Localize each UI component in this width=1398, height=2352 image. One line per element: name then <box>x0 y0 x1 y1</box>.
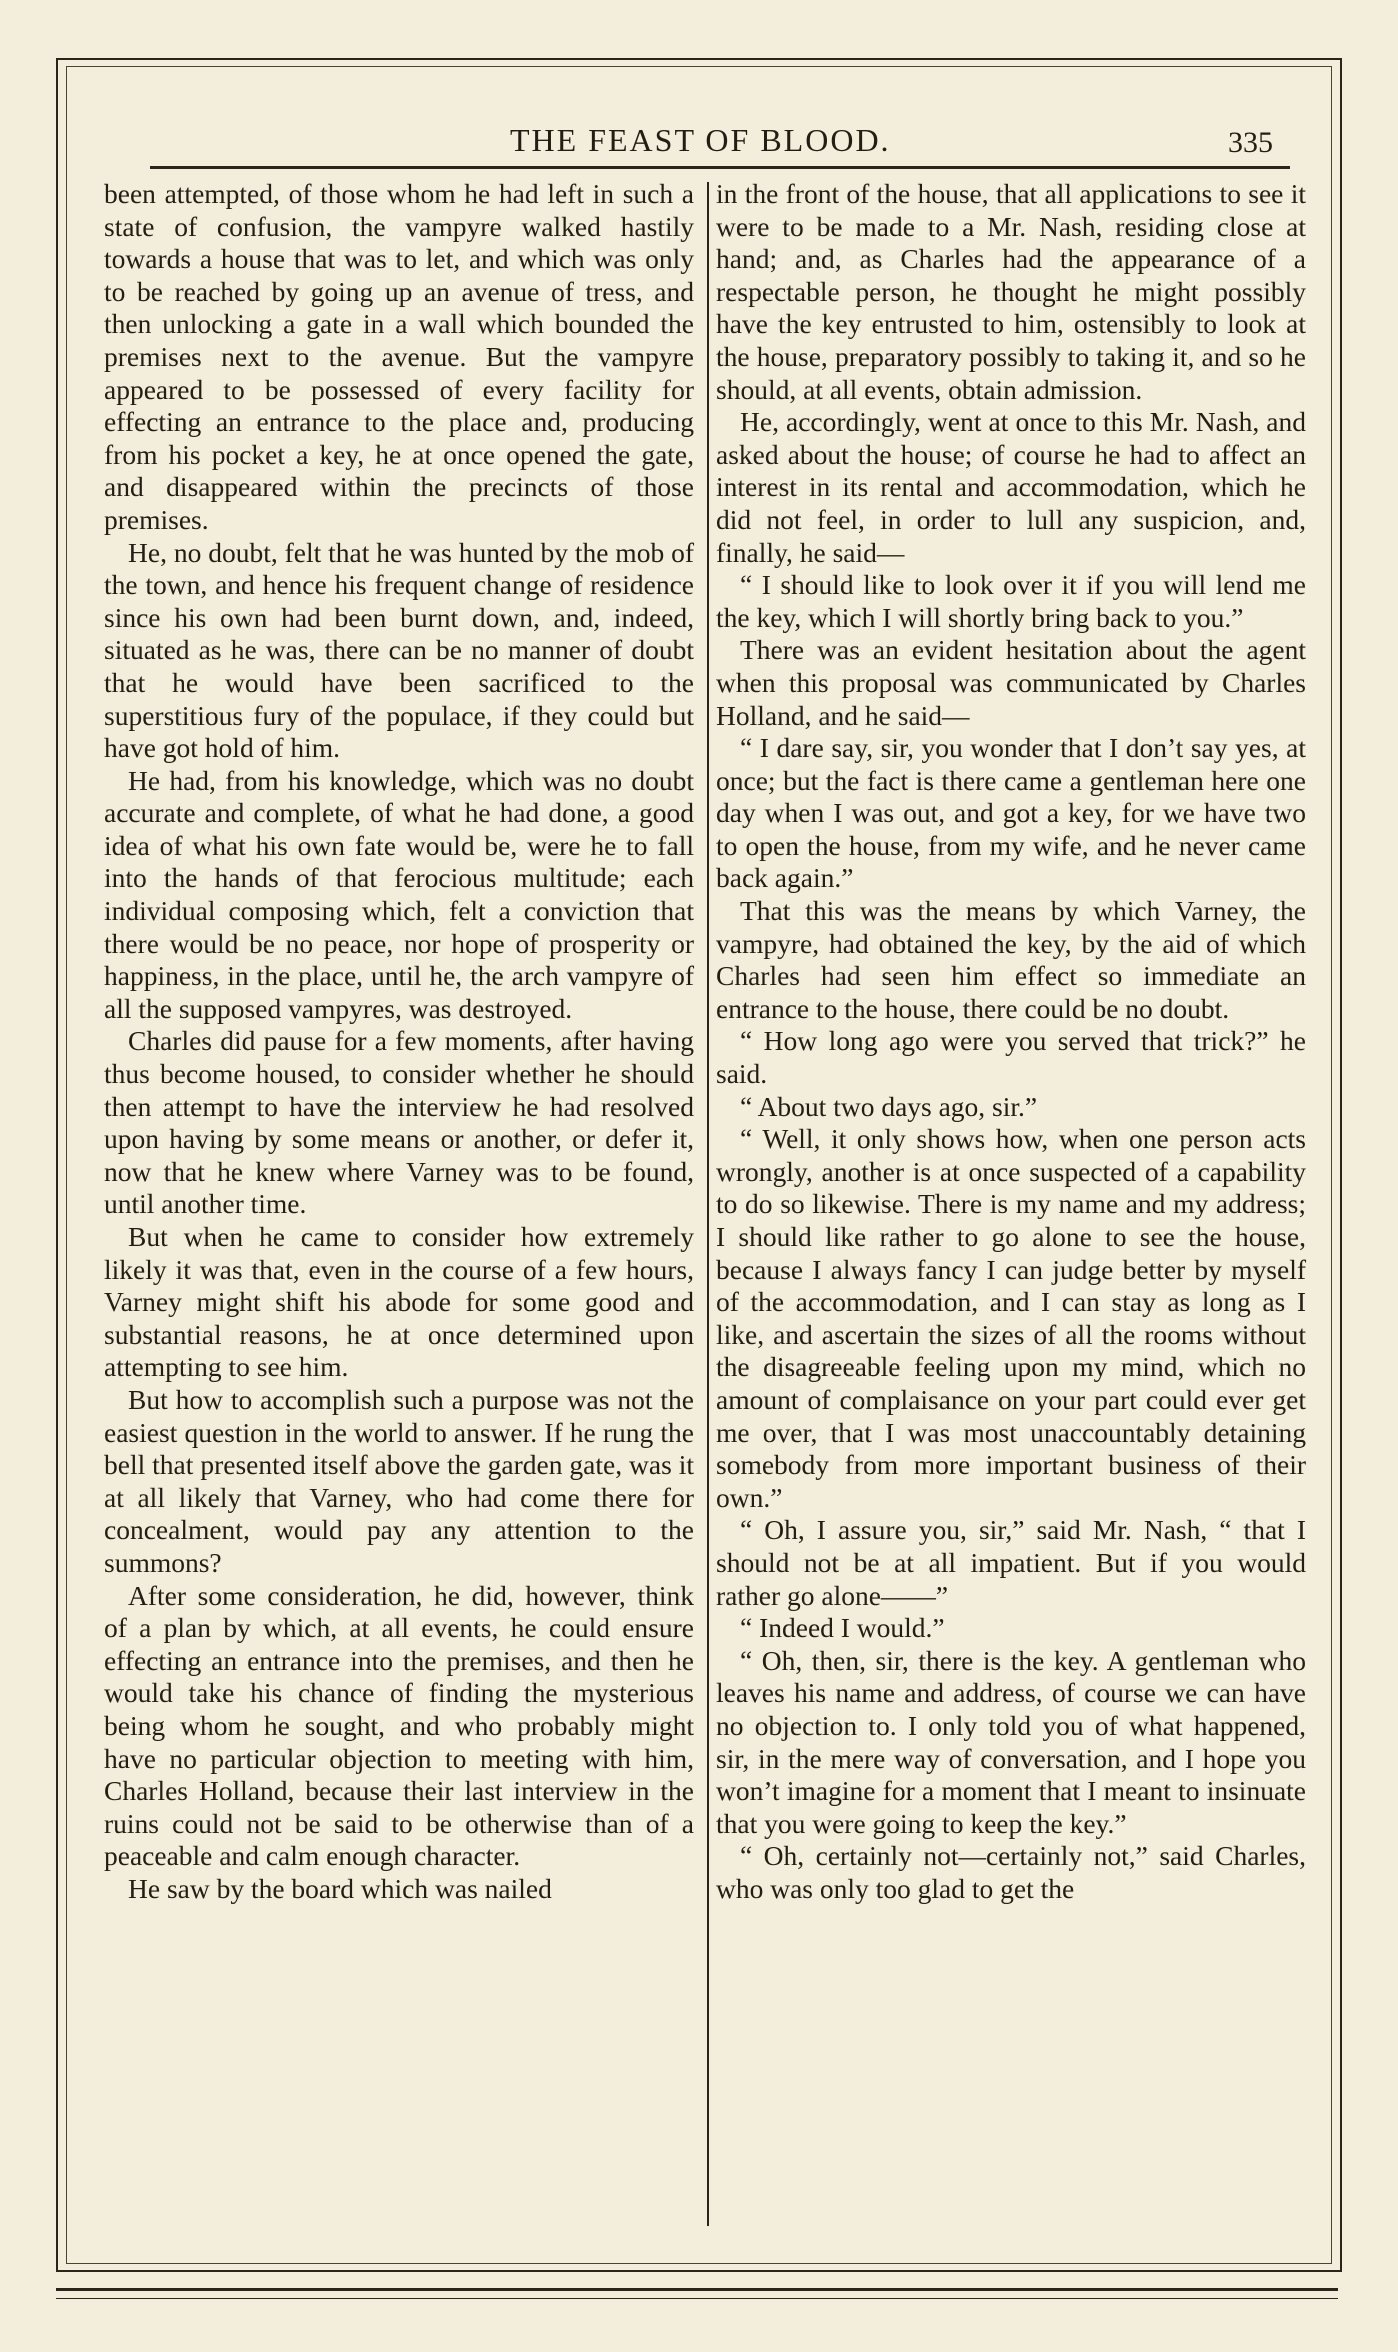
paragraph: “ About two days ago, sir.” <box>740 1090 1038 1122</box>
paragraph: That this was the means by which Varney, the vampyre, had obtained the key, by the aid of which Charles had seen him effect so immediate an entrance to the house, there could be no doubt. <box>716 895 1306 1024</box>
paragraph: He saw by the board which was nailed <box>128 1872 552 1904</box>
paragraph: “ Oh, certainly not—certainly not,” said Charles, who was only too glad to get the <box>716 1840 1306 1904</box>
left-column <box>104 178 694 2218</box>
header-rule <box>150 166 1290 169</box>
paragraph: “ Well, it only shows how, when one person acts wrongly, another is at once suspected of a capability to do so likewise. There is my name and my address; I should like rather to go alone to see the house, because I always fancy I can judge better by myself of the accommodation, and I can stay as long as I like, and ascertain the sizes of all the rooms without the disagreeable feeling upon my mind, which no amount of complaisance on your part could ever get me over, that I was most unaccountably detaining somebody from more important business of their own.” <box>716 1123 1306 1513</box>
paragraph: “ I dare say, sir, you wonder that I don’t say yes, at once; but the fact is there came a gentleman here one day when I was out, and got a key, for we have two to open the house, from my wife, and he never came back again.” <box>716 732 1306 894</box>
paragraph: Charles did pause for a few moments, after having thus become housed, to consider whether he should then attempt to have the interview he had resolved upon having by some means or another, or defer it, now that he knew where Varney was to be found, until another time. <box>104 1025 694 1220</box>
right-column <box>716 178 1306 2218</box>
paragraph: been attempted, of those whom he had left in such a state of confusion, the vampyre walked hastily towards a house that was to let, and which was only to be reached by going up an avenue of tress, and then unlocking a gate in a wall which bounded the premises next to the avenue. But the vampyre appeared to be possessed of every facility for effecting an entrance to the place and, producing from his pocket a key, he at once opened the gate, and disappeared within the precincts of those premises. <box>104 178 694 535</box>
page-title: THE FEAST OF BLOOD. <box>510 122 891 158</box>
paragraph: “ Oh, then, sir, there is the key. A gentleman who leaves his name and address, of course we can have no objection to. I only told you of what happened, sir, in the mere way of conversation, and I hope you won’t imagine for a moment that I meant to insinuate that you were going to keep the key.” <box>716 1644 1306 1839</box>
running-head <box>0 122 1398 170</box>
paragraph: But when he came to consider how extremely likely it was that, even in the course of a few hours, Varney might shift his abode for some good and substantial reasons, he at once determined upon attempting to see him. <box>104 1221 694 1383</box>
paragraph: After some consideration, he did, however, think of a plan by which, at all events, he could ensure effecting an entrance into the premises, and then he would take his chance of finding the mysterious being whom he sought, and who probably might have no particular objection to meeting with him, Charles Holland, because their last interview in the ruins could not be said to be otherwise than of a peaceable and calm enough character. <box>104 1579 694 1872</box>
paragraph: in the front of the house, that all applications to see it were to be made to a Mr. Nash, residing close at hand; and, as Charles had the appearance of a respectable person, he thought he might possibly have the key entrusted to him, ostensibly to look at the house, preparatory possibly to taking it, and so he should, at all events, obtain admission. <box>716 178 1306 405</box>
paragraph: He, no doubt, felt that he was hunted by the mob of the town, and hence his frequent change of residence since his own had been burnt down, and, indeed, situated as he was, there can be no manner of doubt that he would have been sacrificed to the superstitious fury of the populace, if they could but have got hold of him. <box>104 536 694 764</box>
paragraph: “ Indeed I would.” <box>740 1612 945 1644</box>
page-number: 335 <box>1228 126 1273 159</box>
column-divider <box>707 182 709 2226</box>
paragraph: He, accordingly, went at once to this Mr. Nash, and asked about the house; of course he had to affect an interest in its rental and accommodation, which he did not feel, in order to lull any suspicion, and, finally, he said— <box>716 406 1306 568</box>
paragraph: He had, from his knowledge, which was no doubt accurate and complete, of what he had done, a good idea of what his own fate would be, were he to fall into the hands of that ferocious multitude; each individual composing which, felt a conviction that there would be no peace, nor hope of prosperity or happiness, in the place, until he, the arch vampyre of all the supposed vampyres, was destroyed. <box>104 764 694 1024</box>
paragraph: “ How long ago were you served that trick?” he said. <box>716 1025 1306 1090</box>
paragraph: “ I should like to look over it if you will lend me the key, which I will shortly bring back to you.” <box>716 569 1306 633</box>
footer-rule <box>56 2288 1338 2291</box>
footer-rule-thin <box>56 2298 1338 2299</box>
paragraph: But how to accomplish such a purpose was not the easiest question in the world to answer. If he rung the bell that presented itself above the garden gate, was it at all likely that Varney, who had come there for concealment, would pay any attention to the summons? <box>104 1383 694 1578</box>
paragraph: “ Oh, I assure you, sir,” said Mr. Nash, “ that I should not be at all impatient. But if you would rather go alone——” <box>716 1514 1306 1611</box>
paragraph: There was an evident hesitation about the agent when this proposal was communicated by Charles Holland, and he said— <box>716 634 1306 731</box>
